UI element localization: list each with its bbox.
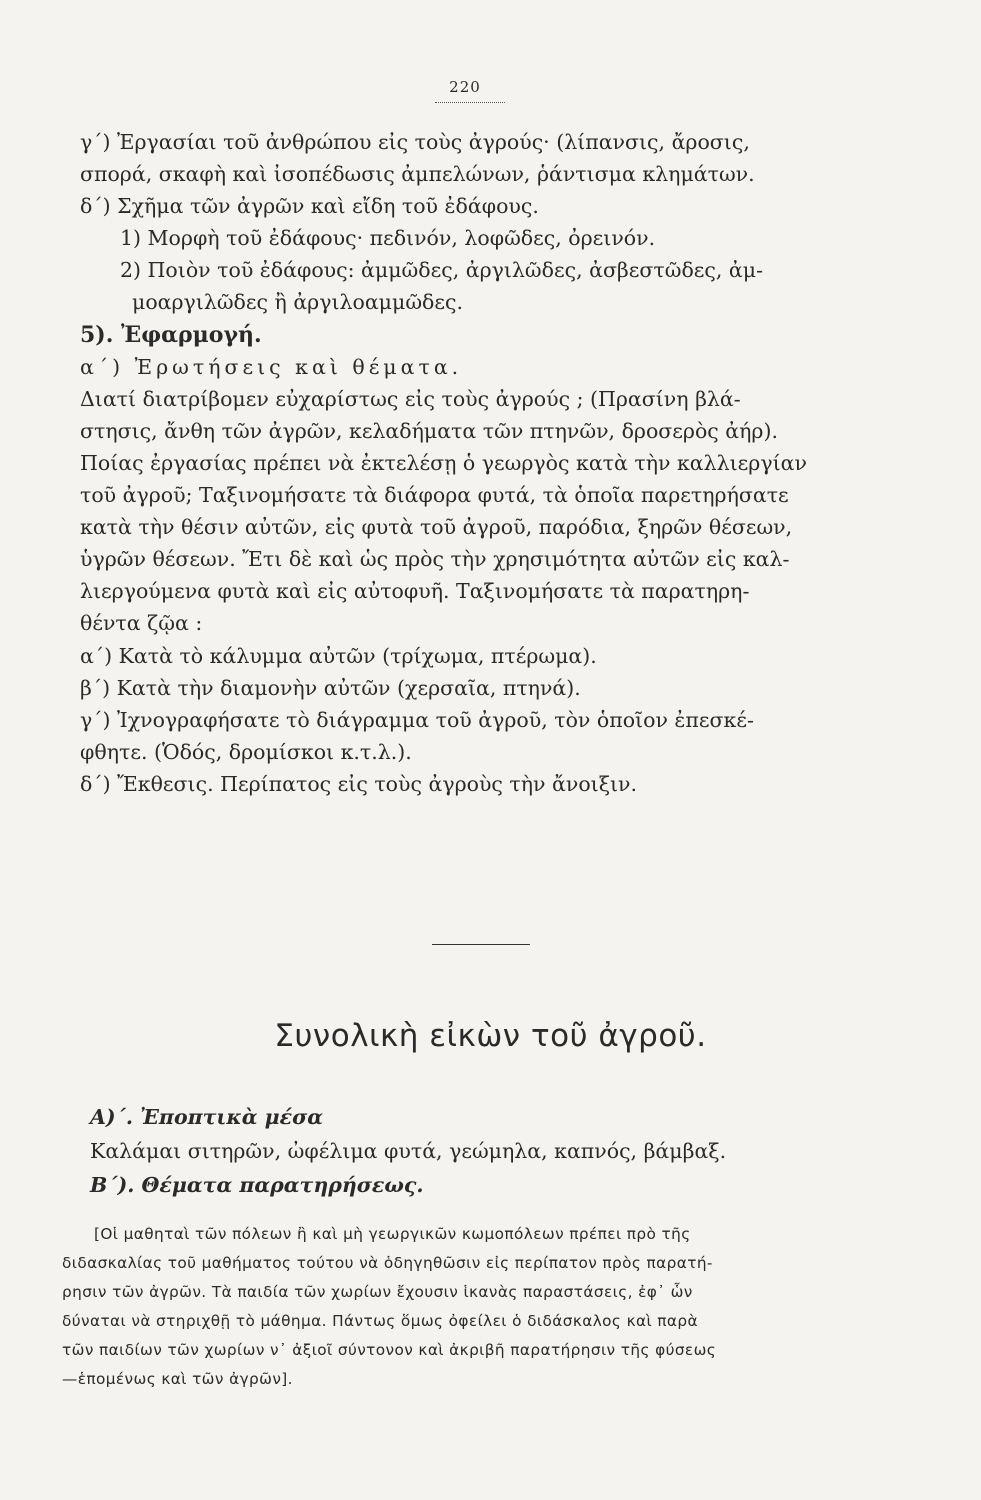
note-line: [Οἱ μαθηταὶ τῶν πόλεων ἢ καὶ μὴ γεωργικῶν κωμοπόλεων πρέπει πρὸ τῆς (94, 1225, 691, 1243)
text-line: θέντα ζῷα : (80, 611, 203, 636)
subsection-heading: α΄) Ἐρωτήσεις καὶ θέματα. (80, 354, 463, 379)
note-line: διδασκαλίας τοῦ μαθήματος τούτου νὰ ὁδηγηθῶσιν εἰς περίπατον πρὸς παρατή- (62, 1254, 713, 1272)
text-line: μοαργιλῶδες ἢ ἀργιλοαμμῶδες. (132, 290, 464, 315)
section-heading: 5). Ἐφαρμογή. (80, 321, 262, 348)
text-line: λιεργούμενα φυτὰ καὶ εἰς αὐτοφυῆ. Ταξινομήσατε τὰ παρατηρη- (80, 579, 750, 604)
text-line: στησις, ἄνθη τῶν ἀγρῶν, κελαδήματα τῶν πτηνῶν, δροσερὸς ἀήρ). (80, 418, 779, 443)
body-text (80, 126, 860, 800)
page-number: 220 (449, 78, 481, 96)
text-line: γ΄) Ἰχνογραφήσατε τὸ διάγραμμα τοῦ ἀγροῦ, τὸν ὁποῖον ἐπεσκέ- (80, 707, 754, 732)
text-line: γ΄) Ἐργασίαι τοῦ ἀνθρώπου εἰς τοὺς ἀγρούς· (λίπανσις, ἄροσις, (80, 130, 750, 154)
chapter-title: Συνολικὴ εἰκὼν τοῦ ἀγροῦ. (274, 1018, 707, 1054)
section-a-text: Καλάμαι σιτηρῶν, ὠφέλιμα φυτά, γεώμηλα, καπνός, βάμβαξ. (90, 1139, 727, 1163)
text-line: σπορά, σκαφὴ καὶ ἰσοπέδωσις ἀμπελώνων, ῥάντισμα κλημάτων. (80, 162, 755, 187)
text-line: Ποίας ἐργασίας πρέπει νὰ ἐκτελέσῃ ὁ γεωργὸς κατὰ τὴν καλλιεργίαν (80, 450, 807, 475)
section-b-heading: Β΄). Θέματα παρατηρήσεως. (90, 1173, 424, 1197)
text-line: 2) Ποιὸν τοῦ ἐδάφους: ἀμμῶδες, ἀργιλῶδες, ἀσβεστῶδες, ἀμ- (120, 258, 764, 283)
lower-section (90, 1100, 860, 1202)
note-line: —ἑπομένως καὶ τῶν ἀγρῶν]. (62, 1370, 293, 1388)
text-line: φθητε. (Ὁδός, δρομίσκοι κ.τ.λ.). (80, 739, 412, 764)
page-number-rule (435, 102, 505, 103)
text-line: 1) Μορφὴ τοῦ ἐδάφους· πεδινόν, λοφῶδες, ὀρεινόν. (120, 226, 656, 251)
section-a-heading: Α)΄. Ἐποπτικὰ μέσα (90, 1105, 323, 1129)
section-divider (432, 944, 530, 945)
text-line: β΄) Κατὰ τὴν διαμονὴν αὐτῶν (χερσαῖα, πτηνά). (80, 675, 581, 700)
note-line: ρησιν τῶν ἀγρῶν. Τὰ παιδία τῶν χωρίων ἔχουσιν ἱκανὰς παραστάσεις, ἐφ᾽ ὧν (62, 1283, 693, 1301)
text-line: Διατί διατρίβομεν εὐχαρίστως εἰς τοὺς ἀγρούς ; (Πρασίνη βλά- (80, 386, 741, 411)
text-line: α΄) Κατὰ τὸ κάλυμμα αὐτῶν (τρίχωμα, πτέρωμα). (80, 643, 597, 668)
text-line: τοῦ ἀγροῦ; Ταξινομήσατε τὰ διάφορα φυτά, τὰ ὁποῖα παρετηρήσατε (80, 483, 789, 508)
note-line: τῶν παιδίων τῶν χωρίων ν᾽ ἀξιοῖ σύντονον καὶ ἀκριβῆ παρατήρησιν τῆς φύσεως (62, 1341, 717, 1359)
text-line: ὑγρῶν θέσεων. Ἔτι δὲ καὶ ὡς πρὸς τὴν χρησιμότητα αὐτῶν εἰς καλ- (80, 547, 790, 572)
text-line: δ΄) Σχῆμα τῶν ἀγρῶν καὶ εἴδη τοῦ ἐδάφους. (80, 194, 539, 219)
text-line: δ΄) Ἔκθεσις. Περίπατος εἰς τοὺς ἀγροὺς τὴν ἄνοιξιν. (80, 771, 638, 796)
note-line: δύναται νὰ στηριχθῇ τὸ μάθημα. Πάντως ὅμως ὀφείλει ὁ διδάσκαλος καὶ παρὰ (62, 1312, 698, 1330)
footnote-block (62, 1220, 862, 1394)
text-line: κατὰ τὴν θέσιν αὐτῶν, εἰς φυτὰ τοῦ ἀγροῦ, παρόδια, ξηρῶν θέσεων, (80, 515, 793, 540)
